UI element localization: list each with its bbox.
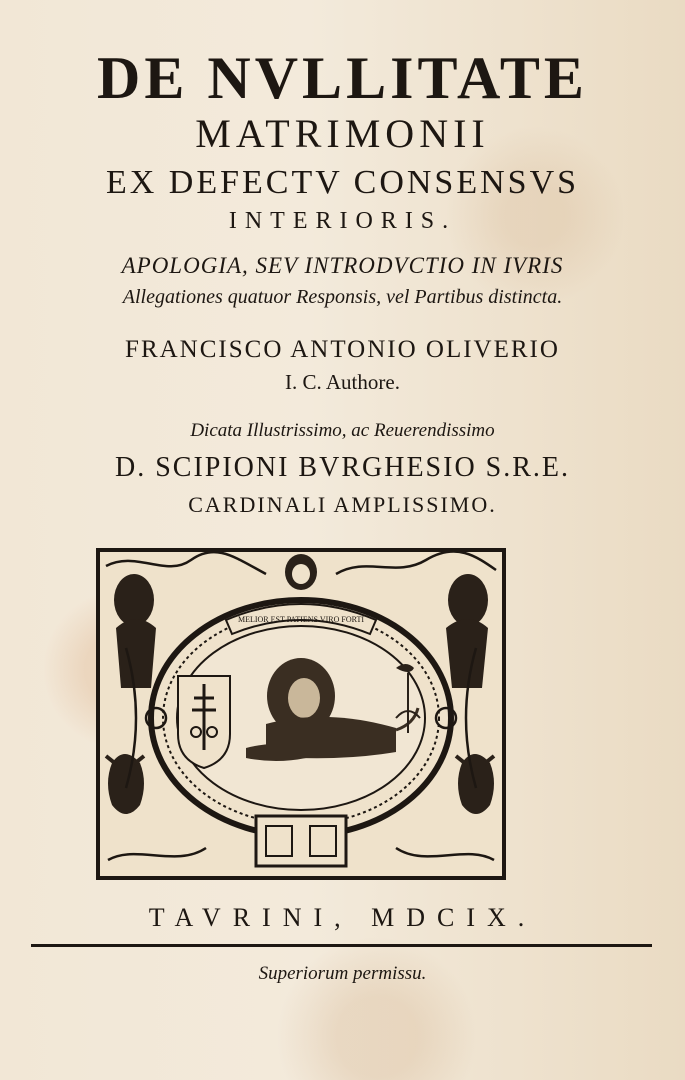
subtitle-line-2: Allegationes quatuor Responsis, vel Partibus distincta. — [122, 286, 563, 308]
permission-line: Superiorum permissu. — [258, 963, 427, 984]
top-mask — [285, 554, 317, 590]
corner-figure-top-right — [446, 574, 488, 688]
bottom-scroll — [256, 816, 346, 866]
title-line-1: DE NVLLITATE — [97, 45, 588, 111]
author-line-2: I. C. Authore. — [285, 370, 400, 394]
coat-of-arms — [178, 676, 230, 768]
dedication-line-2: D. SCIPIONI BVRGHESIO S.R.E. — [114, 452, 571, 483]
title-line-2: MATRIMONII — [195, 111, 490, 156]
subtitle-line-1: APOLOGIA, SEV INTRODVCTIO IN IVRIS — [121, 253, 564, 278]
imprint-line: TAVRINI, MDCIX. — [148, 903, 537, 932]
printers-device-woodcut — [96, 548, 506, 880]
dedication-line-1: Dicata Illustrissimo, ac Reuerendissimo — [190, 420, 495, 441]
author-line-1: FRANCISCO ANTONIO OLIVERIO — [125, 336, 560, 363]
dedication-line-3: CARDINALI AMPLISSIMO. — [188, 492, 497, 517]
horizontal-rule — [31, 944, 652, 947]
title-line-3: EX DEFECTV CONSENSVS — [105, 164, 580, 201]
corner-figure-top-left — [114, 574, 156, 688]
banner-motto: MELIOR EST PATIENS VIRO FORTI — [237, 615, 365, 624]
title-line-4: INTERIORIS. — [228, 208, 457, 234]
